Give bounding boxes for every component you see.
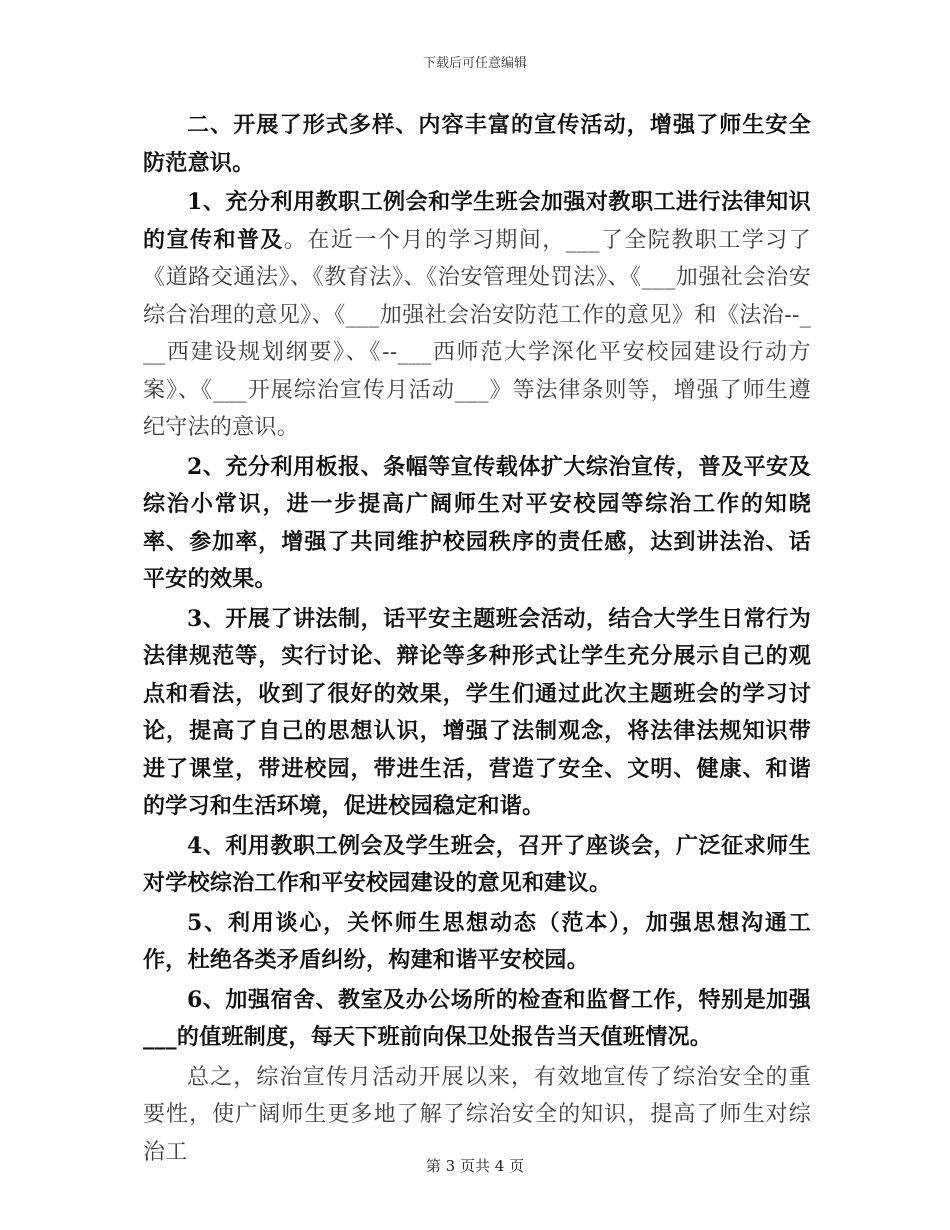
- item-4-paragraph: 4、利用教职工例会及学生班会，召开了座谈会，广泛征求师生对学校综治工作和平安校园建设的意见和建议。: [143, 832, 811, 896]
- item-3-paragraph: 3、开展了讲法制，话平安主题班会活动，结合大学生日常行为法律规范等，实行讨论、辩论等多种形式让学生充分展示自己的观点和看法，收到了很好的效果，学生们通过此次主题班会的学习讨论，提高了自己的思想认识，增强了法制观念，将法律法规知识带进了课堂，带进校园，带进生活，营造了安全、文明、健康、和谐的学习和生活环境，促进校园稳定和谐。: [143, 605, 811, 819]
- item-1-bold-lead: 1、充分利用教职工例会和学生班会加强对教职工进行法律知识的宣传和普及: [143, 189, 811, 253]
- item-1-paragraph: [143, 184, 811, 447]
- item-1-body: 。在近一个月的学习期间，___了全院教职工学习了《道路交通法》、《教育法》、《治安管理处罚法》、《___加强社会治安综合治理的意见》、《___加强社会治安防范工作的意见》和《法治--___西建设规划纲要》、《--___西师范大学深化平安校园建设行动方案》、《___开展综治宣传月活动___》等法律条则等，增强了师生遵纪守法的意识。: [143, 227, 811, 440]
- item-2-paragraph: 2、充分利用板报、条幅等宣传载体扩大综治宣传，普及平安及综治小常识，进一步提高广阔师生对平安校园等综治工作的知晓率、参加率，增强了共同维护校园秩序的责任感，达到讲法治、话平安的效果。: [143, 453, 811, 592]
- page-footer: 第 3 页共 4 页: [425, 1157, 525, 1175]
- section-heading: 二、开展了形式多样、内容丰富的宣传活动，增强了师生安全防范意识。: [143, 112, 811, 176]
- item-6-paragraph: 6、加强宿舍、教室及办公场所的检查和监督工作，特别是加强___的值班制度，每天下班前向保卫处报告当天值班情况。: [143, 986, 811, 1050]
- summary-paragraph: 总之，综治宣传月活动开展以来，有效地宣传了综治安全的重要性，使广阔师生更多地了解了综治安全的知识，提高了师生对综治工: [143, 1064, 811, 1165]
- document-body: [143, 107, 811, 1171]
- item-5-paragraph: 5、利用谈心，关怀师生思想动态（范本），加强思想沟通工作，杜绝各类矛盾纠纷，构建和谐平安校园。: [143, 909, 811, 973]
- page-header: 下载后可任意编辑: [422, 56, 527, 71]
